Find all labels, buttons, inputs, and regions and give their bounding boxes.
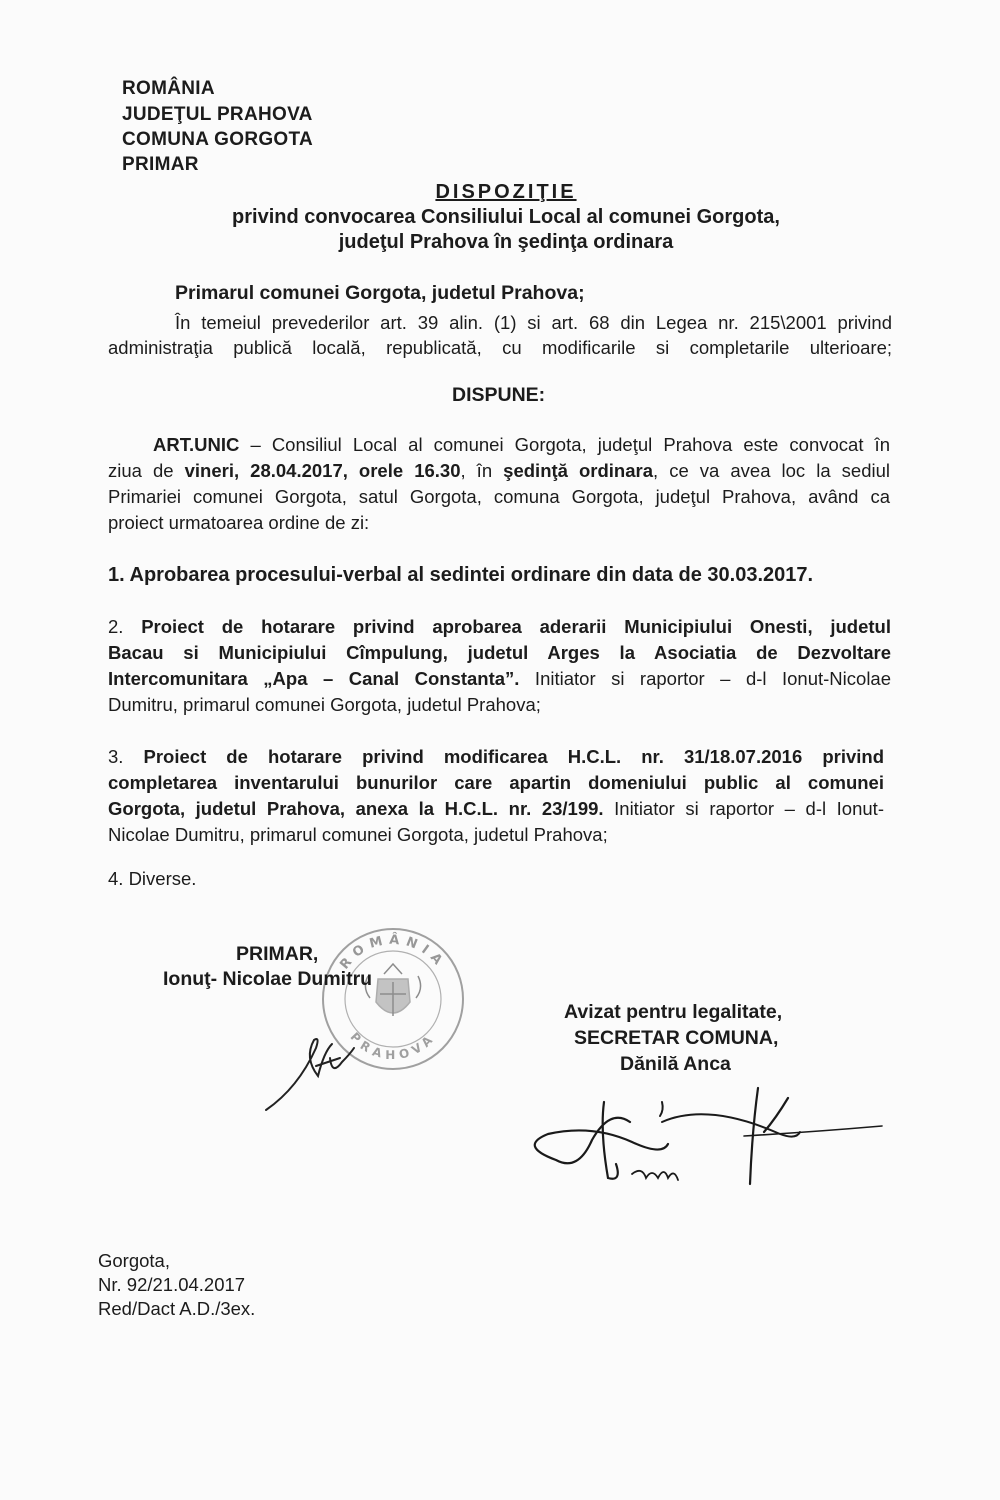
footer-registration-number: Nr. 92/21.04.2017 (98, 1274, 246, 1295)
legal-basis-line2: administraţia publică locală, republicată, cu modificarile si completarile ulterioare; (108, 337, 892, 358)
svg-text:ROMÂNIA (337, 932, 448, 973)
article-line2: ziua de vineri, 28.04.2017, orele 16.30, în şedinţă ordinara, ce va avea loc la sediul (108, 460, 891, 481)
footer-place: Gorgota, (98, 1250, 170, 1271)
agenda-item-1: 1. Aprobarea procesului-verbal al sedintei ordinare din data de 30.03.2017. (108, 564, 814, 586)
agenda-item-2-line4: Dumitru, primarul comunei Gorgota, judetul Prahova; (108, 694, 541, 715)
footer-typist-note: Red/Dact A.D./3ex. (98, 1298, 256, 1319)
agenda-item-2-line3: Intercomunitara „Apa – Canal Constanta”. Initiator si raportor – d-l Ionut-Nicolae (108, 668, 892, 689)
document-title: DISPOZIŢIE (435, 181, 577, 203)
agenda-item-2-line2: Bacau si Municipiului Cîmpulung, judetul Arges la Asociatia de Dezvoltare (108, 642, 891, 663)
mayor-signature (258, 1018, 378, 1118)
mayor-title: PRIMAR, (236, 943, 319, 965)
session-type: şedinţă ordinara (503, 460, 654, 481)
agenda-item-3-line2: completarea inventarului bunurilor care apartin domeniului public al comunei (108, 772, 884, 793)
header-role: PRIMAR (122, 154, 199, 175)
header-country: ROMÂNIA (122, 78, 215, 99)
issuer-line: Primarul comunei Gorgota, judetul Prahova; (175, 282, 585, 304)
agenda-item-3-line4: Nicolae Dumitru, primarul comunei Gorgota, judetul Prahova; (108, 824, 608, 845)
article-line4: proiect urmatoarea ordine de zi: (108, 512, 370, 533)
stamp-top-text: ROMÂNIA (337, 932, 449, 973)
secretary-title: SECRETAR COMUNA, (574, 1027, 779, 1049)
stamp-bottom-text: PRAHOVA (347, 1029, 439, 1063)
document-subtitle-line1: privind convocarea Consiliului Local al comunei Gorgota, (232, 206, 780, 228)
document-subtitle-line2: judeţul Prahova în şedinţa ordinara (338, 231, 674, 253)
agenda-item-3-line1: 3. Proiect de hotarare privind modificarea H.C.L. nr. 31/18.07.2016 privind (108, 746, 884, 767)
session-datetime: vineri, 28.04.2017, orele 16.30 (184, 460, 461, 481)
legal-basis-line1: În temeiul prevederilor art. 39 alin. (1) si art. 68 din Legea nr. 215\2001 privind (175, 312, 892, 333)
secretary-signature (512, 1082, 912, 1192)
agenda-item-2-line1: 2. Proiect de hotarare privind aprobarea aderarii Municipiului Onesti, judetul (108, 616, 891, 637)
agenda-item-3-line3: Gorgota, judetul Prahova, anexa la H.C.L. nr. 23/199. Initiator si raportor – d-l Ionut- (108, 798, 884, 819)
dispune-heading: DISPUNE: (452, 384, 546, 406)
article-line3: Primariei comunei Gorgota, satul Gorgota, comuna Gorgota, judeţul Prahova, având ca (108, 486, 890, 507)
secretary-name: Dănilă Anca (620, 1053, 731, 1075)
article-line1: ART.UNIC – Consiliul Local al comunei Gorgota, judeţul Prahova este convocat în (153, 434, 890, 455)
agenda-item-4: 4. Diverse. (108, 868, 197, 889)
header-county: JUDEŢUL PRAHOVA (122, 104, 313, 125)
header-commune: COMUNA GORGOTA (122, 129, 314, 150)
article-label: ART.UNIC (153, 434, 240, 455)
legal-approval-note: Avizat pentru legalitate, (564, 1001, 783, 1023)
mayor-name: Ionuţ- Nicolae Dumitru (163, 968, 373, 990)
coat-of-arms-icon (365, 964, 420, 1016)
